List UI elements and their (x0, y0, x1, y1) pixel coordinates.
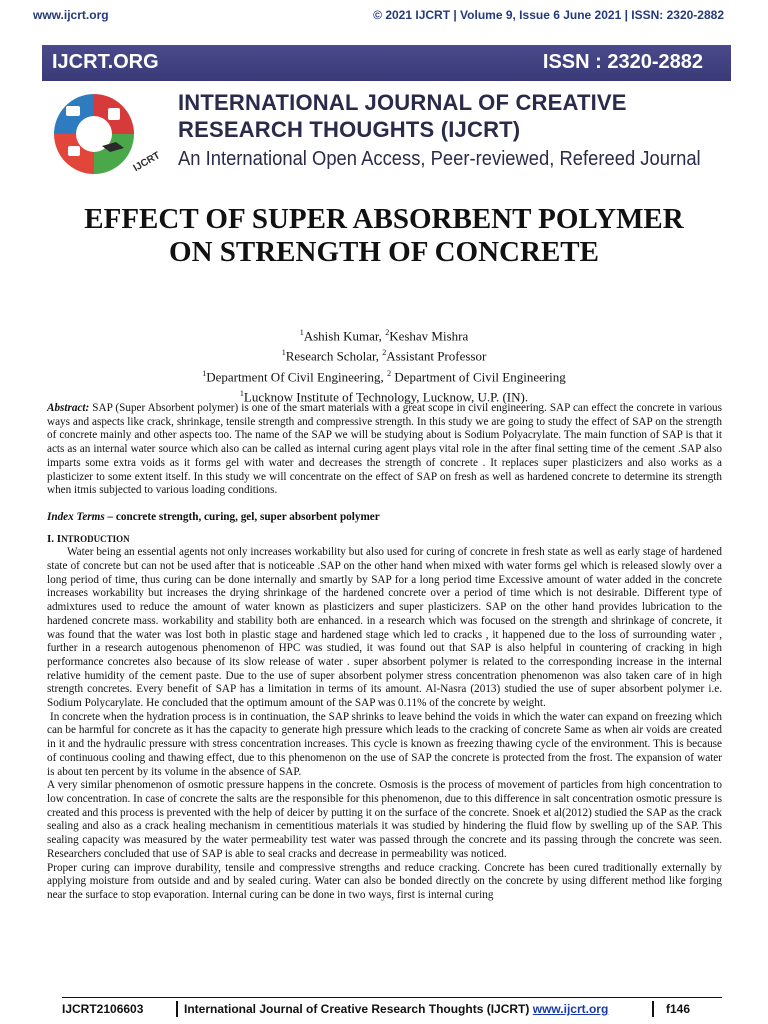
page-footer (62, 997, 722, 1021)
author-departments: $^1$Department Of Civil Engineering, $^2$ Department of Civil Engineering (202, 368, 566, 384)
banner-issn: ISSN : 2320-2882 (542, 51, 703, 73)
paper-title-line1: EFFECT OF SUPER ABSORBENT POLYMER (84, 203, 684, 235)
footer-paper-id: IJCRT2106603 (62, 1002, 144, 1016)
running-header (33, 6, 724, 26)
paper-title-line2: ON STRENGTH OF CONCRETE (169, 236, 599, 268)
journal-tagline: An International Open Access, Peer-reviewed, Refereed Journal (178, 148, 701, 170)
ijcrt-logo-icon (44, 86, 168, 178)
journal-masthead (178, 89, 746, 172)
paragraph: Water being an essential agents not only increases workability but also used for curing of concrete in fresh state as well as early stage of hardened state of concrete but can not be used after that is noticeable .SAP on the other hand when mixed with water forms gel which is released slowly over a long period of time, thus curing can be done internally and smartly by SAP for a long period time Excessive amount of water added in the concrete increases workability but increases the drying shrinkage of the hardened concrete over a period of time which is not desirable. Different type of admixtures used to reduce the amount of water known as plasticizers and super plasticizers. SAP on the other hand provides lubrication to the hardened concrete mass. workability and stability both are enhanced. in a research which was focused on the strength and shrinkage of concrete, it was found that the water was lost both in plastic stage and hardened stage which led to cracks , it happened due to the loss of surrounding water , further in a research autogenous phenomenon of HPC was studied, it was found out that SAP is also helpful in countering of cracking in high performance concretes also because of its slow release of water . super absorbent polymer is related to the corresponding increase in the internal relative humidity of the cement paste. Due to the use of super absorbent polymer stress concentration phenomenon was also taken care of in high strength concretes. Every benefit of SAP has a limitation in terms of its amount. Al-Nasra (2013) studied the use of super absorbent polymer i.e. Sodium Polycarylate. He concluded that the optimum amount of the SAP was 0.11% of the concrete by weight. (47, 546, 722, 710)
footer-url-link[interactable]: www.ijcrt.org (532, 1002, 609, 1016)
abstract (47, 402, 722, 498)
index-terms-text: – concrete strength, curing, gel, super absorbent polymer (104, 510, 380, 523)
paragraph: Proper curing can improve durability, tensile and compressive strengths and reduce cracking. Concrete has been cured traditionally externally by applying moisture from outside and and by sealed curing. Water can also be bonded directly on the concrete by using different method like forging near the surface to stop evaporation. Internal curing can be done in two ways, first is internal curing (47, 861, 722, 901)
author-block (0, 324, 768, 405)
paragraph: In concrete when the hydration process is in continuation, the SAP shrinks to leave behind the voids in which the water can expand on freezing which can be harmful for concrete as it has the capacity to generate high pressure which leads to the cracking of concrete Same as when air voids are created in it and the hydraulic pressure with stress concentration increases. This cycle is known as freezing thawing cycle of the environment. This is because of continuous cooling and thawing effect, due to this phenomenon on the use of SAP the concrete is protected from the frost. The expansion of water is about ten percent by its volume in the absence of SAP. (47, 710, 722, 778)
paper-title (0, 203, 768, 269)
banner-site: IJCRT.ORG (52, 51, 159, 73)
logo-text: IJCRT (131, 150, 163, 175)
author-affiliation: $^1$Lucknow Institute of Technology, Lucknow, U.P. (IN). (239, 388, 529, 405)
paper-body (47, 402, 722, 903)
index-terms (47, 511, 722, 525)
paragraph: A very similar phenomenon of osmotic pressure happens in the concrete. Osmosis is the process of movement of particles from high concentration to low concentration. In case of concrete the salts are the responsible for this phenomenon, due to this difference in salt concentration osmotic pressure is created and this process is prevented with the help of deicer by putting it on the surface of the concrete. Snoek et al(2012) studied the SAP as the crack sealing and also as a crack healing mechanism in cementitious materials it was studied by hindering the fluid flow by swelling up of the SAP. This sealing capacity was measured by the water permeability test water was passed through the concrete and its passing through the concrete was seen. Researchers concluded that use of SAP is able to seal cracks and decrease in permeability was noticed. (47, 779, 722, 860)
abstract-text: SAP (Super Absorbent polymer) is one of the smart materials with a great scope in civil engineering. SAP can effect the concrete in various ways and aspects like crack, shrinkage, tensile strength and compressive strength. In this study we are going to study the effect of SAP on the strength of concrete mainly and other aspects too. The name of the SAP we will be studying about is Sodium Polyacrylate. The main function of SAP is that it acts as an internal water source which also can be called as internal curing agent plays vital role in the after final setting time of the cement .SAP also imparts some extra voids as it forms gel with water and decreases the strength of concrete . It replaces super plasticizers and also works as a plasticizer to some extent itself. In this study we will concentrate on the effect of SAP on fresh as well as hardened concrete to determine its strength when itmis subjected to various loading conditions. (47, 402, 722, 497)
issue-info: © 2021 IJCRT | Volume 9, Issue 6 June 2021 | ISSN: 2320-2882 (373, 8, 724, 22)
author-names: $^1$Ashish Kumar, $^2$Keshav Mishra (299, 328, 469, 344)
journal-name-line2: RESEARCH THOUGHTS (IJCRT) (178, 117, 521, 142)
page-number: f146 (666, 1002, 691, 1016)
section-heading-introduction: I. INTRODUCTION (47, 532, 130, 545)
journal-banner (42, 45, 731, 81)
site-url[interactable]: www.ijcrt.org (33, 8, 109, 22)
index-terms-label: Index Terms (47, 510, 105, 523)
author-roles: $^1$Research Scholar, $^2$Assistant Professor (281, 348, 487, 364)
journal-name-line1: INTERNATIONAL JOURNAL OF CREATIVE (178, 90, 627, 115)
abstract-label: Abstract: (47, 402, 90, 414)
footer-journal: International Journal of Creative Research Thoughts (IJCRT) www.ijcrt.org (184, 1002, 609, 1016)
